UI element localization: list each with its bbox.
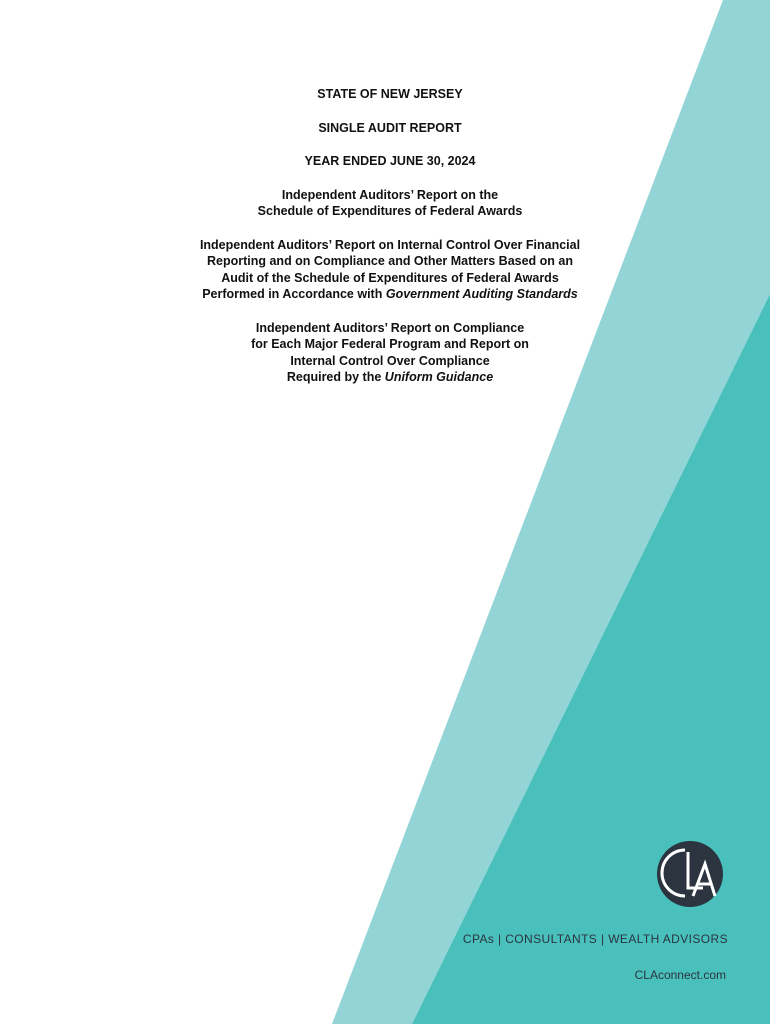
firm-tagline: CPAs | CONSULTANTS | WEALTH ADVISORS [462, 932, 728, 946]
report-comp-line4-italic: Uniform Guidance [384, 370, 494, 384]
report-internal-control [140, 237, 640, 303]
report-sefa [140, 187, 640, 220]
report-ic-line4-italic: Government Auditing Standards [385, 287, 578, 301]
cover-title-block [140, 86, 640, 403]
report-type-title: SINGLE AUDIT REPORT [318, 120, 462, 135]
report-comp-line1: Independent Auditors’ Report on Compliance [255, 320, 525, 335]
report-comp-line2: for Each Major Federal Program and Report on [251, 337, 529, 351]
report-ic-line2: Reporting and on Compliance and Other Matters Based on an [206, 254, 573, 268]
fiscal-year-title: YEAR ENDED JUNE 30, 2024 [304, 154, 476, 168]
report-comp-line3: Internal Control Over Compliance [290, 353, 490, 368]
state-title: STATE OF NEW JERSEY [317, 87, 463, 101]
report-ic-line4 [140, 286, 640, 303]
report-sefa-line2: Schedule of Expenditures of Federal Awards [257, 204, 523, 218]
report-ic-line1: Independent Auditors’ Report on Internal Control Over Financial [199, 237, 581, 252]
report-sefa-line1: Independent Auditors’ Report on the [281, 187, 499, 202]
firm-website[interactable]: CLAconnect.com [634, 968, 726, 982]
report-ic-line4-prefix: Performed in Accordance with [202, 287, 383, 301]
cla-logo-icon [655, 838, 725, 910]
report-ic-line3: Audit of the Schedule of Expenditures of Federal Awards [221, 270, 559, 285]
report-compliance [140, 320, 640, 386]
report-comp-line4-prefix: Required by the [286, 370, 382, 384]
report-comp-line4 [140, 369, 640, 386]
